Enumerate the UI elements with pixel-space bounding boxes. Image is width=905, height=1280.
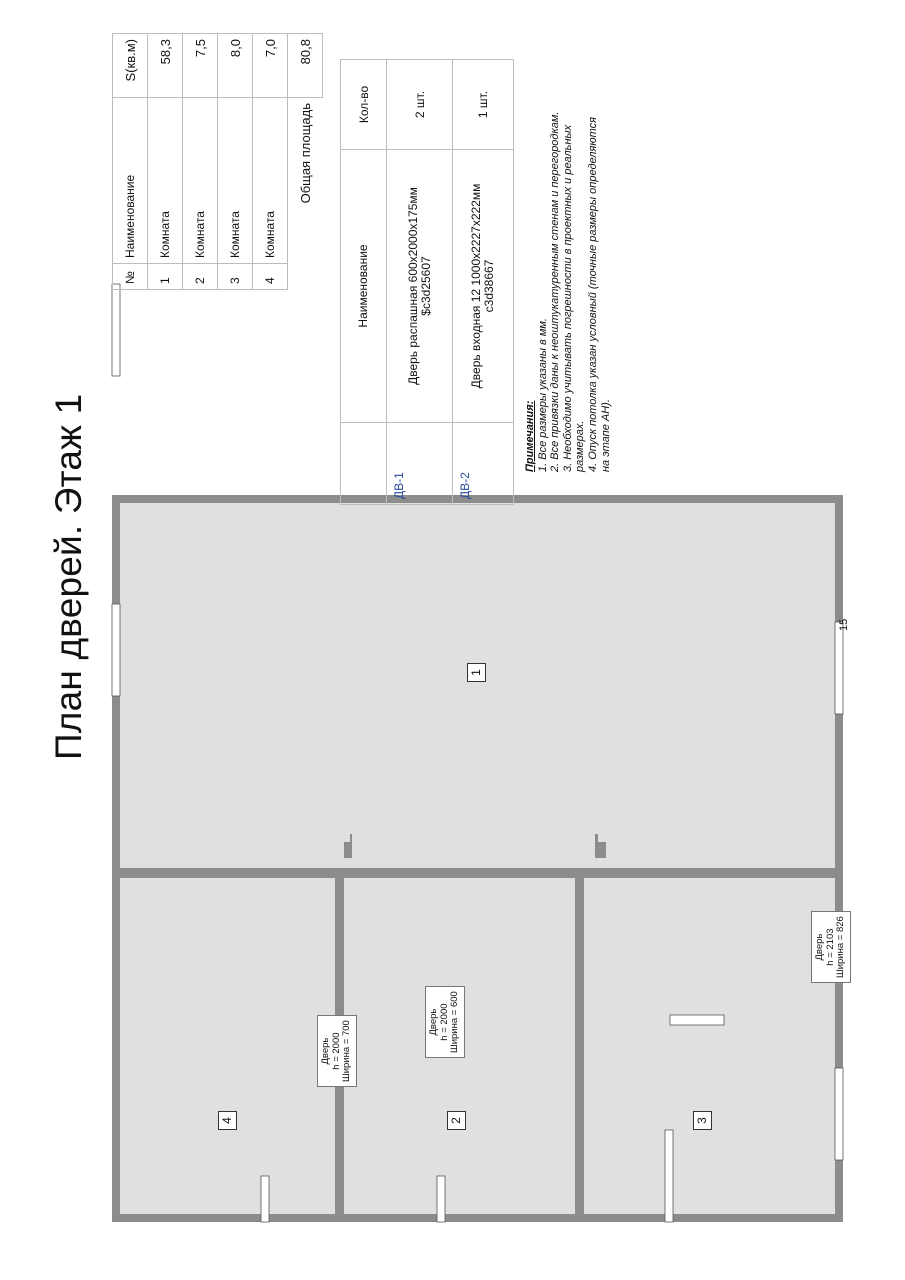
room-tag-2: 2: [447, 1111, 466, 1130]
door-callout-height: h = 2103: [824, 928, 836, 966]
col-header-area: S(кв.м): [113, 34, 148, 98]
door-callout-width: Ширина = 826: [835, 916, 846, 978]
room-tag-3: 3: [693, 1111, 712, 1130]
col-header-name: Наименование: [113, 98, 148, 264]
door-callout-height: h = 2000: [438, 1003, 450, 1041]
note-line: 2. Все привязки даны к неоштукатуренным стенам и перегородкам.: [549, 111, 562, 472]
door-room1-top-right: [112, 284, 120, 376]
note-line: на этапе АН).: [599, 399, 612, 472]
room-tag-1: 1: [467, 663, 486, 682]
door-room1-window-bottom: [835, 622, 843, 714]
note-line: 4. Опуск потолка указан условный (точные размеры определяются: [586, 116, 599, 472]
table-total-row: [288, 34, 323, 290]
room-floors: [120, 503, 835, 1214]
table-row: 3 Комната 8,0: [218, 34, 253, 290]
door-callout-700: [317, 1015, 357, 1087]
door-callout-width: Ширина = 700: [341, 1020, 352, 1082]
room-4-floor: [120, 878, 335, 1214]
notes-heading: Примечания:: [524, 400, 536, 472]
table-row: 1 Комната 58,3: [148, 34, 183, 290]
col-header-mark: [341, 423, 387, 505]
note-line: 1. Все размеры указаны в мм.: [536, 318, 549, 472]
door-room3-corridor: [670, 1015, 724, 1025]
door-room2-top: [437, 1176, 445, 1222]
door-spec-table: [340, 59, 514, 505]
door-room1-top-left: [112, 604, 120, 696]
col-header-qty: Кол-во: [341, 60, 387, 150]
page-title: План дверей. Этаж 1: [48, 393, 89, 760]
door-callout-width: Ширина = 600: [449, 991, 460, 1053]
table-row: ДВ-2 Дверь входная 12 1000х2227х222мм c3d38667 1 шт.: [453, 60, 514, 505]
room-area-table: [112, 33, 323, 290]
room-tag-4: 4: [218, 1111, 237, 1130]
door-room3-bottom: [665, 1130, 673, 1222]
notes-block: [524, 12, 612, 472]
door-mark-link[interactable]: ДВ-1: [387, 423, 453, 505]
table-row: 4 Комната 7,0: [253, 34, 288, 290]
door-callout-600: [425, 986, 465, 1058]
table-header-row: [113, 34, 148, 290]
door-callout-title: Дверь: [320, 1037, 331, 1065]
col-header-num: №: [113, 264, 148, 290]
room-3-floor: [584, 878, 835, 1214]
door-callout-826: [811, 911, 851, 983]
door-callout-title: Дверь: [814, 933, 825, 961]
corridor-opening: [352, 828, 595, 858]
note-line: размерах.: [574, 420, 587, 472]
door-room4-top: [261, 1176, 269, 1222]
door-room3-right: [835, 1068, 843, 1160]
total-area-label: Общая площадь: [288, 98, 323, 290]
wall-marker-number: 15: [838, 618, 850, 631]
door-mark-link[interactable]: ДВ-2: [453, 423, 514, 505]
note-line: 3. Необходимо учитывать погрешности в проектных и реальных: [561, 124, 574, 472]
col-header-name: Наименование: [341, 150, 387, 423]
total-area-value: 80,8: [288, 34, 323, 98]
table-row: 2 Комната 7,5: [183, 34, 218, 290]
door-callout-height: h = 2000: [330, 1032, 342, 1070]
table-row: ДВ-1 Дверь распашная 600х2000х175мм $c3d25607 2 шт.: [387, 60, 453, 505]
table-header-row: [341, 60, 387, 505]
door-callout-title: Дверь: [428, 1008, 439, 1036]
